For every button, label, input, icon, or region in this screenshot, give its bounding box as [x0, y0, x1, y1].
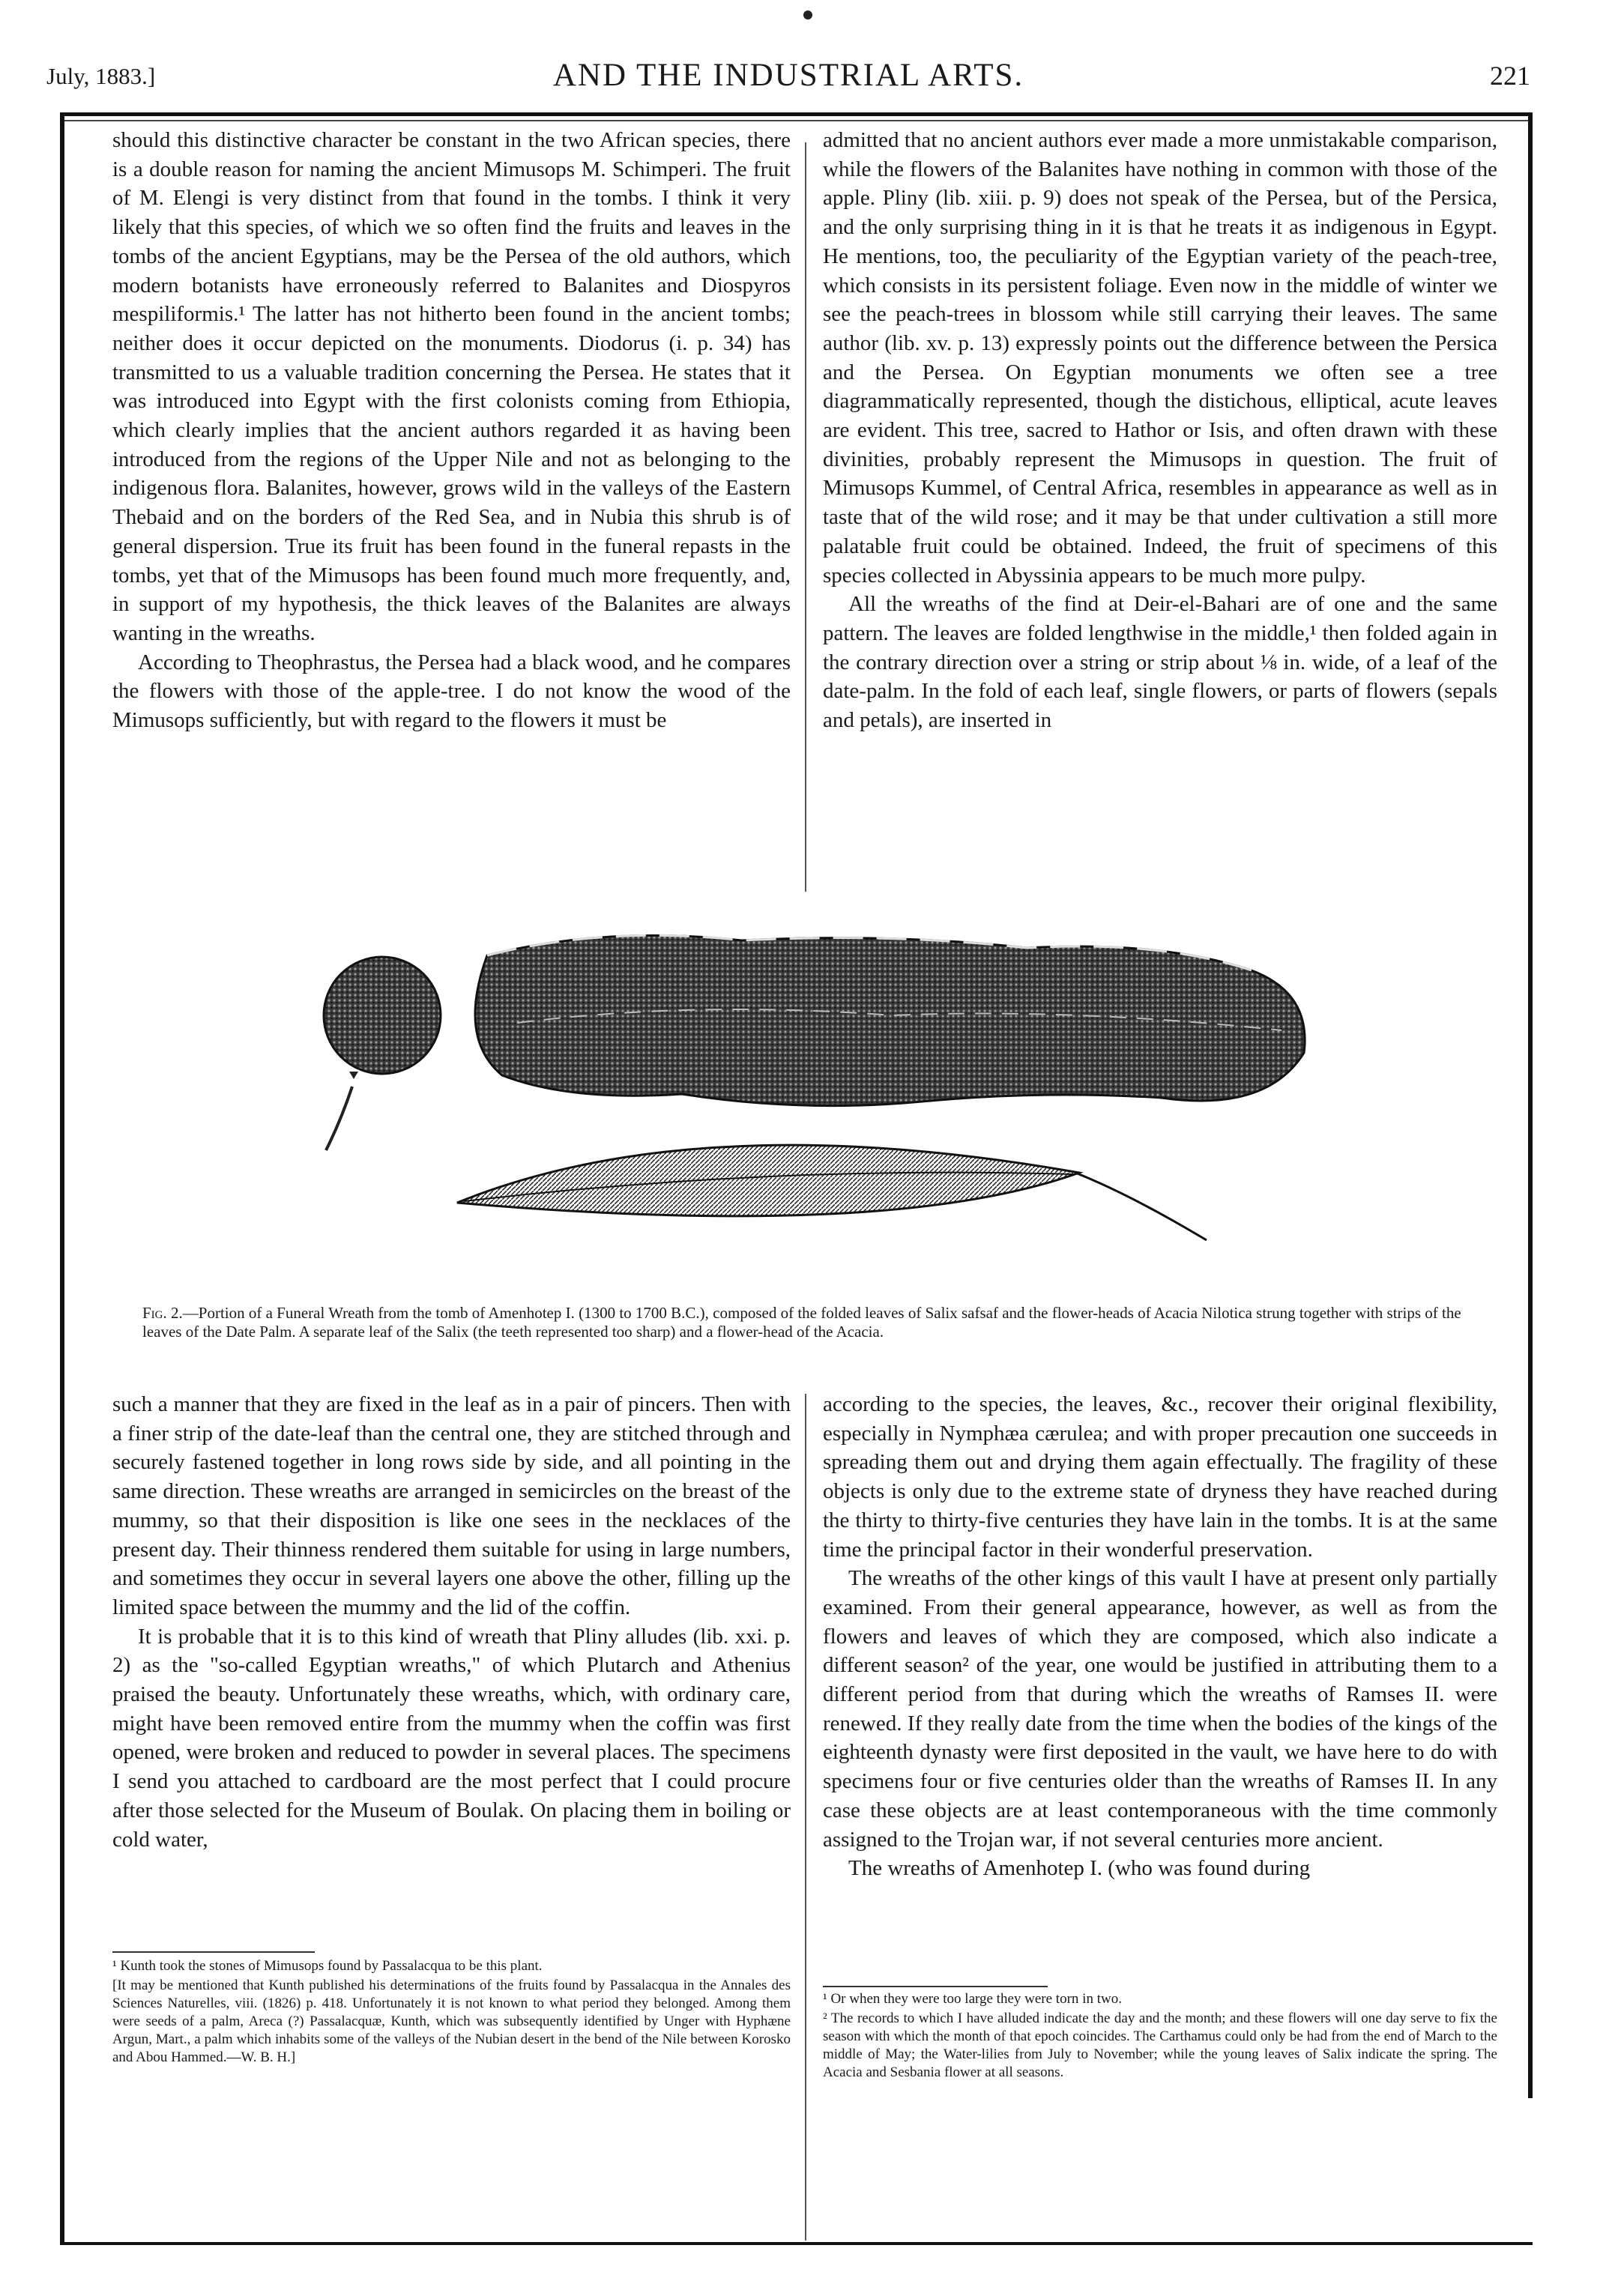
upper-left-column — [112, 126, 791, 735]
caption-label: Fig. 2. — [142, 1304, 183, 1322]
upper-right-column — [823, 126, 1497, 735]
header-title: AND THE INDUSTRIAL ARTS. — [552, 58, 1024, 93]
page-number: 221 — [1490, 61, 1530, 91]
paragraph: admitted that no ancient authors ever made a more unmistakable comparison, while the flowers of the Balanites have nothing in common with those of the apple. Pliny (lib. xiii. p. 9) does not speak of the Persea, but of the Persica, and the only surprising thing in it is that he treats it as indigenous in Egypt. He mentions, too, the peculiarity of the Egyptian variety of the peach-tree, which consists in its persistent foliage. Even now in the middle of winter we see the peach-trees in blossom while still carrying their leaves. The same author (lib. xv. p. 13) expressly points out the difference between the Persica and the Persea. On Egyptian monuments we often see a tree diagrammatically represented, though the distichous, elliptical, acute leaves are evident. This tree, sacred to Hathor or Isis, and often drawn with these divinities, probably represent the Mimusops in question. The fruit of Mimusops Kummel, of Central Africa, resembles in appearance as well as in taste that of the wild rose; and it may be that under cultivation a still more palatable fruit could be obtained. Indeed, the fruit of specimens of this species collected in Abyssinia appears to be much more pulpy. — [823, 128, 1497, 587]
bottom-rule — [60, 2242, 1533, 2245]
footnote: ¹ Kunth took the stones of Mimusops found by Passalacqua to be this plant. — [112, 1958, 543, 1974]
paragraph: The wreaths of Amenhotep I. (who was found during — [848, 1856, 1311, 1881]
header-date: July, 1883.] — [46, 63, 156, 89]
footnote: ¹ Or when they were too large they were torn in two. — [823, 1991, 1122, 2007]
top-rule — [60, 112, 1533, 116]
paragraph: according to the species, the leaves, &c., recover their original flexibility, especially in Nymphæa cærulea; and with proper precaution one succeeds in spreading them out and drying them again effectually. The fragility of these objects is only due to the extreme state of dryness they have reached during the thirty to thirty-five centuries they have lain in the tombs. It is at the same time the principal factor in their wonderful preservation. — [823, 1392, 1497, 1562]
top-rule-thin — [60, 120, 1533, 121]
column-divider-lower — [805, 1394, 806, 2241]
ink-dot — [803, 10, 812, 19]
paragraph: such a manner that they are fixed in the leaf as in a pair of pincers. Then with a finer strip of the date-leaf than the central one, they are stitched through and securely fastened together in long rows side by side, and all pointing in the same direction. These wreaths are arranged in semicircles on the breast of the mummy, so that their disposition is like one sees in the necklaces of the present day. Their thinness rendered them suitable for using in large numbers, and sometimes they occur in several layers one above the other, filling up the limited space between the mummy and the lid of the coffin. — [112, 1392, 791, 1619]
paragraph: According to Theophrastus, the Persea had a black wood, and he compares the flowers with those of the apple-tree. I do not know the wood of the Mimusops sufficiently, but with regard to the flowers it must be — [112, 650, 791, 733]
running-header — [46, 52, 1530, 105]
footnote-rule-left — [112, 1951, 315, 1953]
footnotes-right — [823, 1990, 1497, 2083]
wreath-segment — [475, 935, 1305, 1105]
wreath-drawing — [322, 925, 1544, 1315]
lower-left-column — [112, 1390, 791, 1854]
footnote: ² The records to which I have alluded indicate the day and the month; and these flowers will one day serve to fix the season with which the month of that epoch coincides. The Carthamus could only be had from the end of March to the middle of May; the Water-lilies from July to November; while the young leaves of Salix indicate the spring. The Acacia and Sesbania flower at all seasons. — [823, 2010, 1497, 2080]
paragraph: should this distinctive character be constant in the two African species, there is a double reason for naming the ancient Mimusops M. Schimperi. The fruit of M. Elengi is very distinct from that found in the tombs. I think it very likely that this species, of which we so often find the fruits and leaves in the tombs of the ancient Egyptians, may be the Persea of the old authors, which modern botanists have erroneously referred to Balanites and Diospyros mespiliformis.¹ The latter has not hitherto been found in the ancient tombs; neither does it occur depicted on the monuments. Diodorus (i. p. 34) has transmitted to us a valuable tradition concerning the Persea. He states that it was introduced into Egypt with the first colonists coming from Ethiopia, which clearly implies that the ancient authors regarded it as having been introduced from the regions of the Upper Nile and not as belonging to the indigenous flora. Balanites, however, grows wild in the valleys of the Eastern Thebaid and on the borders of the Red Sea, and in Nubia this shrub is of general dispersion. True its fruit has been found in the funeral repasts in the tombs, yet that of the Mimusops has been found much more frequently, and, in support of my hypothesis, the thick leaves of the Balanites are always wanting in the wreaths. — [112, 128, 791, 645]
footnote: [It may be mentioned that Kunth published his determinations of the fruits found by Passalacqua in the Annales des Sciences Naturelles, viii. (1826) p. 418. Unfortunately it is not known to what period they belonged. Among them were seeds of a palm, Areca (?) Passalacquæ, Kunth, which was subsequently identified by Unger with Hyphæne Argun, Mart., a palm which inhabits some of the valleys of the Nubian desert in the bend of the Nile between Korosko and Abou Hammed.—W. B. H.] — [112, 1978, 791, 2065]
lower-right-column — [823, 1390, 1497, 1883]
footnote-rule-right — [823, 1986, 1048, 1987]
left-border — [60, 112, 64, 2244]
caption-text: —Portion of a Funeral Wreath from the tomb of Amenhotep I. (1300 to 1700 B.C.), composed of the folded leaves of Salix safsaf and the flower-heads of Acacia Nilotica strung together with strips of the leaves of the Date Palm. A separate leaf of the Salix (the teeth represented too sharp) and a flower-head of the Acacia. — [142, 1304, 1461, 1341]
column-divider-upper — [805, 142, 806, 892]
paragraph: The wreaths of the other kings of this vault I have at present only partially examined. From their general appearance, however, as well as from the flowers and leaves of which they are composed, which also indicate a different season² of the year, one would be justified in attributing them to a different period from that during which the wreaths of Ramses II. were renewed. If they really date from the time when the bodies of the kings of the eighteenth dynasty were first deposited in the vault, we have here to do with specimens four or five centuries older than the wreaths of Ramses II. In any case these objects are at least contemporaneous with the time commonly assigned to the Trojan war, if not several centuries more ancient. — [823, 1566, 1497, 1852]
salix-leaf — [457, 1145, 1207, 1240]
acacia-flower-head — [324, 957, 441, 1150]
figure-caption — [142, 1304, 1499, 1341]
footnotes-left — [112, 1957, 791, 2068]
paragraph: All the wreaths of the find at Deir-el-Bahari are of one and the same pattern. The leaves are folded lengthwise in the middle,¹ then folded again in the contrary direction over a string or strip about ⅛ in. wide, of a leaf of the date-palm. In the fold of each leaf, single flowers, or parts of flowers (sepals and petals), are inserted in — [823, 592, 1497, 733]
paragraph: It is probable that it is to this kind of wreath that Pliny alludes (lib. xxi. p. 2) as the "so-called Egyptian wreaths," of which Plutarch and Athenius praised the beauty. Unfortunately these wreaths, which, with ordinary care, might have been removed entire from the mummy when the coffin was first opened, were broken and reduced to powder in several places. The specimens I send you attached to cardboard are the most perfect that I could procure after those selected for the Museum of Boulak. On placing them in boiling or cold water, — [112, 1624, 791, 1852]
wreath-illustration — [322, 925, 1544, 1315]
